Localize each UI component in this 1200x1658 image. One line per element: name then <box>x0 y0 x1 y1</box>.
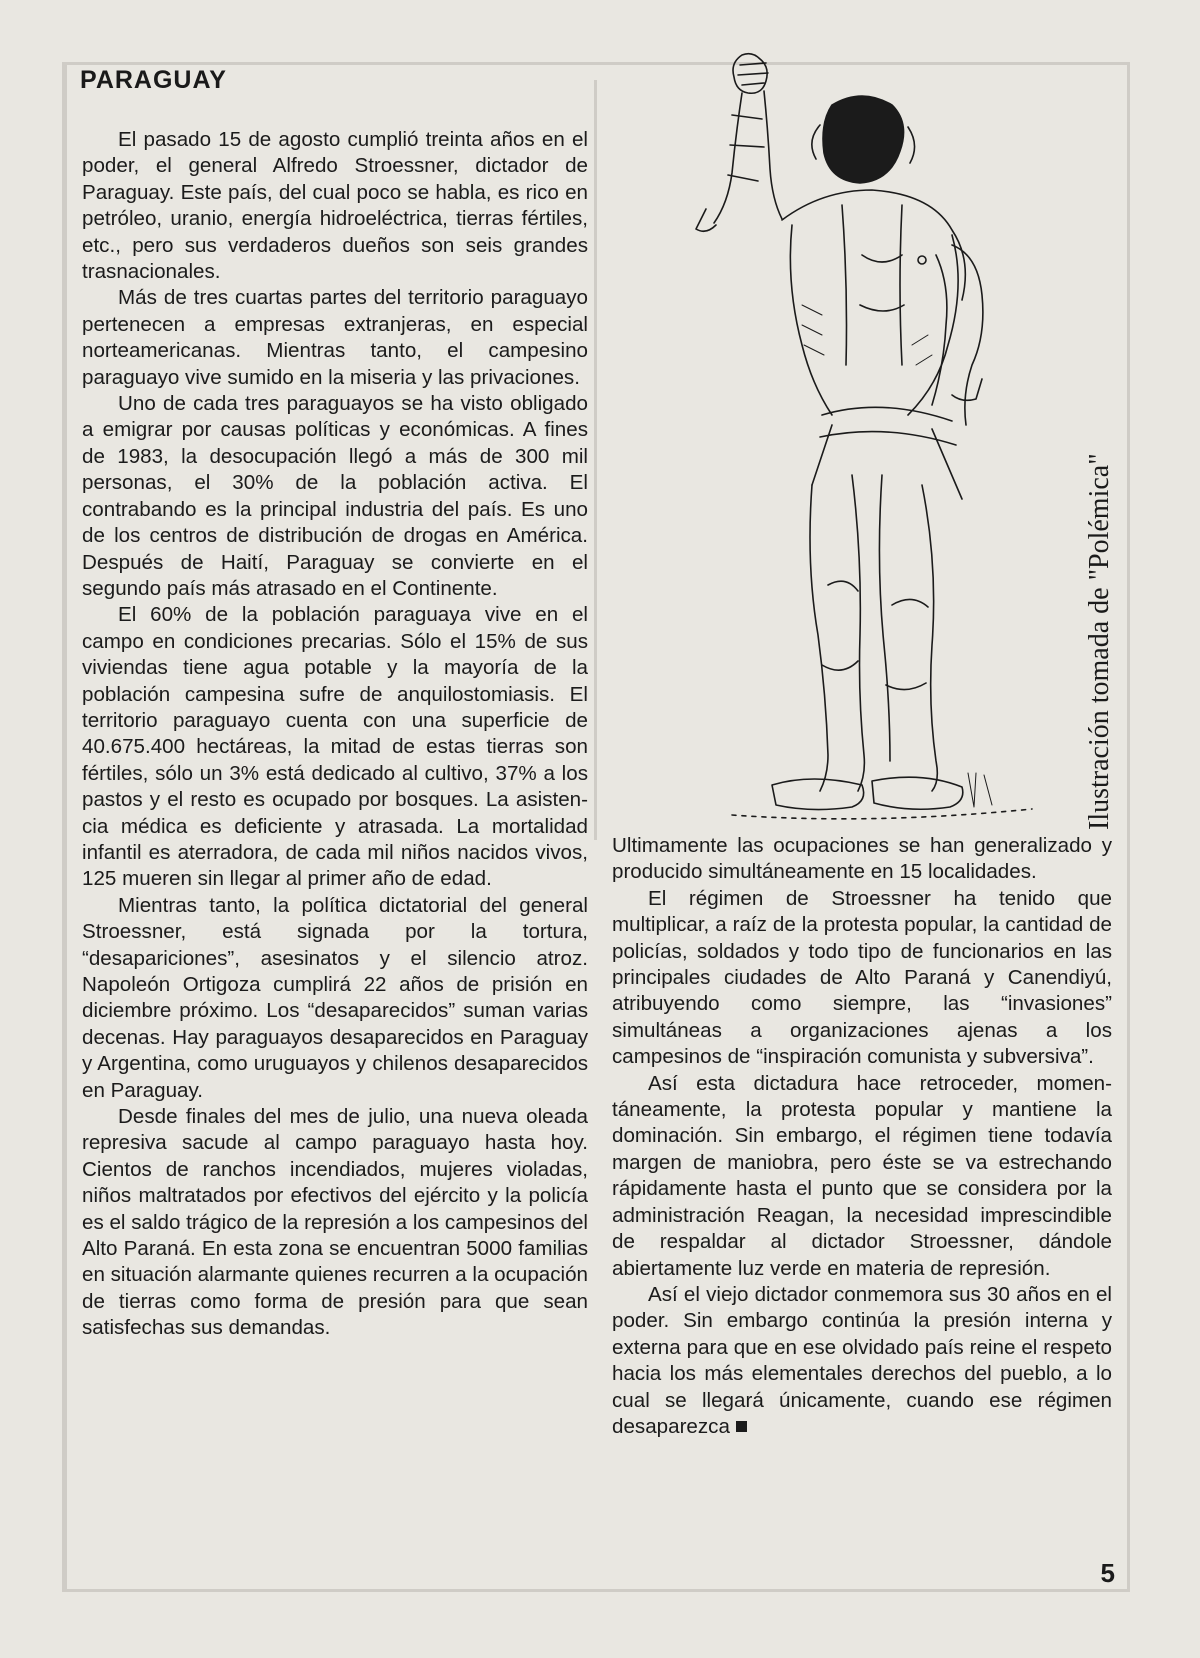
paragraph: Mientras tanto, la política dictatorial del general Stroessner, está signada por la tortura, “desapariciones”, asesinatos y el silencio atroz. Napoleón Ortigoza cumplirá 22 años de prisión en diciembre próximo. Los “desaparecidos” suman varias decenas. Hay paraguayos desaparecidos en Paraguay y Argentina, como uruguayos y chilenos desaparecidos en Paraguay. <box>82 893 588 1102</box>
paragraph-text: Así el viejo dictador conmemora sus 30 años en el poder. Sin embargo continúa la presión interna y externa para que en ese olvidado país reine el respeto hacia los más elementales derechos del pueblo, a lo cual se llegará únicamente, cuando ese régimen desaparezca <box>612 1282 1112 1438</box>
paragraph: El 60% de la población paraguaya vive en el campo en condiciones precarias. Sólo el 15% de sus viviendas tiene agua potable y la mayoría de la población campesina sufre de anquilostomiasis. El territorio paraguayo cuenta con una superficie de 40.675.400 hectáreas, la mitad de estas tierras son fértiles, sólo un 3% está dedicado al cultivo, 37% a los pastos y el resto es ocupado por bosques. La asistencia médica es deficiente y atrasada. La mortalidad infantil es aterradora, de cada mil niños nacidos vivos, 125 mueren sin llegar al primer año de edad. <box>82 603 588 891</box>
illustration-caption: Ilustración tomada de "Polémica" <box>1084 453 1115 830</box>
end-of-article-square <box>736 1421 747 1432</box>
right-column <box>612 833 1112 1440</box>
last-paragraph <box>612 1282 1112 1440</box>
paragraph: Uno de cada tres paraguayos se ha visto obligado a emigrar por causas políticas y económicas. A fines de 1983, la desocupación llegó a más de 300 mil personas, el 30% de la población activa. El contrabando es la principal industria del país. Es uno de los centros de distribución de drogas en América. Después de Haití, Paraguay se convierte en el segundo país más atrasado en el Continente. <box>82 392 588 600</box>
left-column <box>82 127 588 1342</box>
paragraph: Ultimamente las ocupaciones se han generalizado y producido simultáneamente en 15 localidades. <box>612 834 1112 884</box>
show-through-divider <box>594 80 597 840</box>
paragraph: El régimen de Stroessner ha tenido que multiplicar, a raíz de la protesta popular, la cantidad de policías, soldados y todo tipo de funcionarios en las principales ciudades de Alto Paraná y Canendiyú, atribuyendo como siempre, las “invasiones” simultáneas a organizaciones ajenas a los campesinos de “inspiración comunista y subversiva”. <box>612 886 1112 1069</box>
paragraph: Desde finales del mes de julio, una nueva oleada represiva sacude al campo paraguayo hasta hoy. Cientos de ranchos incendiados, mujeres violadas, niños maltratados por efectivos del ejército y la policía es el saldo trágico de la represión a los campesinos del Alto Paraná. En esta zona se encuentran 5000 familias en situación alarmante quienes recurren a la ocupación de tierras como forma de presión para que sean satisfechas sus demandas. <box>82 1105 589 1340</box>
page-number: 5 <box>1100 1558 1115 1588</box>
figure-illustration <box>672 45 1052 835</box>
paragraph: Más de tres cuartas partes del territorio paraguayo pertenecen a empresas extranjeras, en especial norteamericanas. Mientras tanto, el campesino paraguayo vive sumido en la miseria y las privaciones. <box>82 286 588 389</box>
paragraph: El pasado 15 de agosto cumplió treinta años en el poder, el general Alfredo Stroessner, dictador de Paraguay. Este país, del cual poco se habla, es rico en petróleo, uranio, energía hidroeléctrica, tierras fértiles, etc., pero sus verdaderos dueños son seis grandes trasnacionales. <box>82 128 588 284</box>
paragraph: Así esta dictadura hace retroceder, momentáneamente, la protesta popular y mantiene la dominación. Sin embargo, el régimen tiene todavía margen de maniobra, pero éste se va estrechando rápidamente hasta el punto que se considera por la administración Reagan, la necesidad imprescindible de respaldar al dictador Stroessner, dándole abiertamente luz verde en materia de represión. <box>612 1071 1112 1280</box>
section-title: PARAGUAY <box>80 66 227 94</box>
